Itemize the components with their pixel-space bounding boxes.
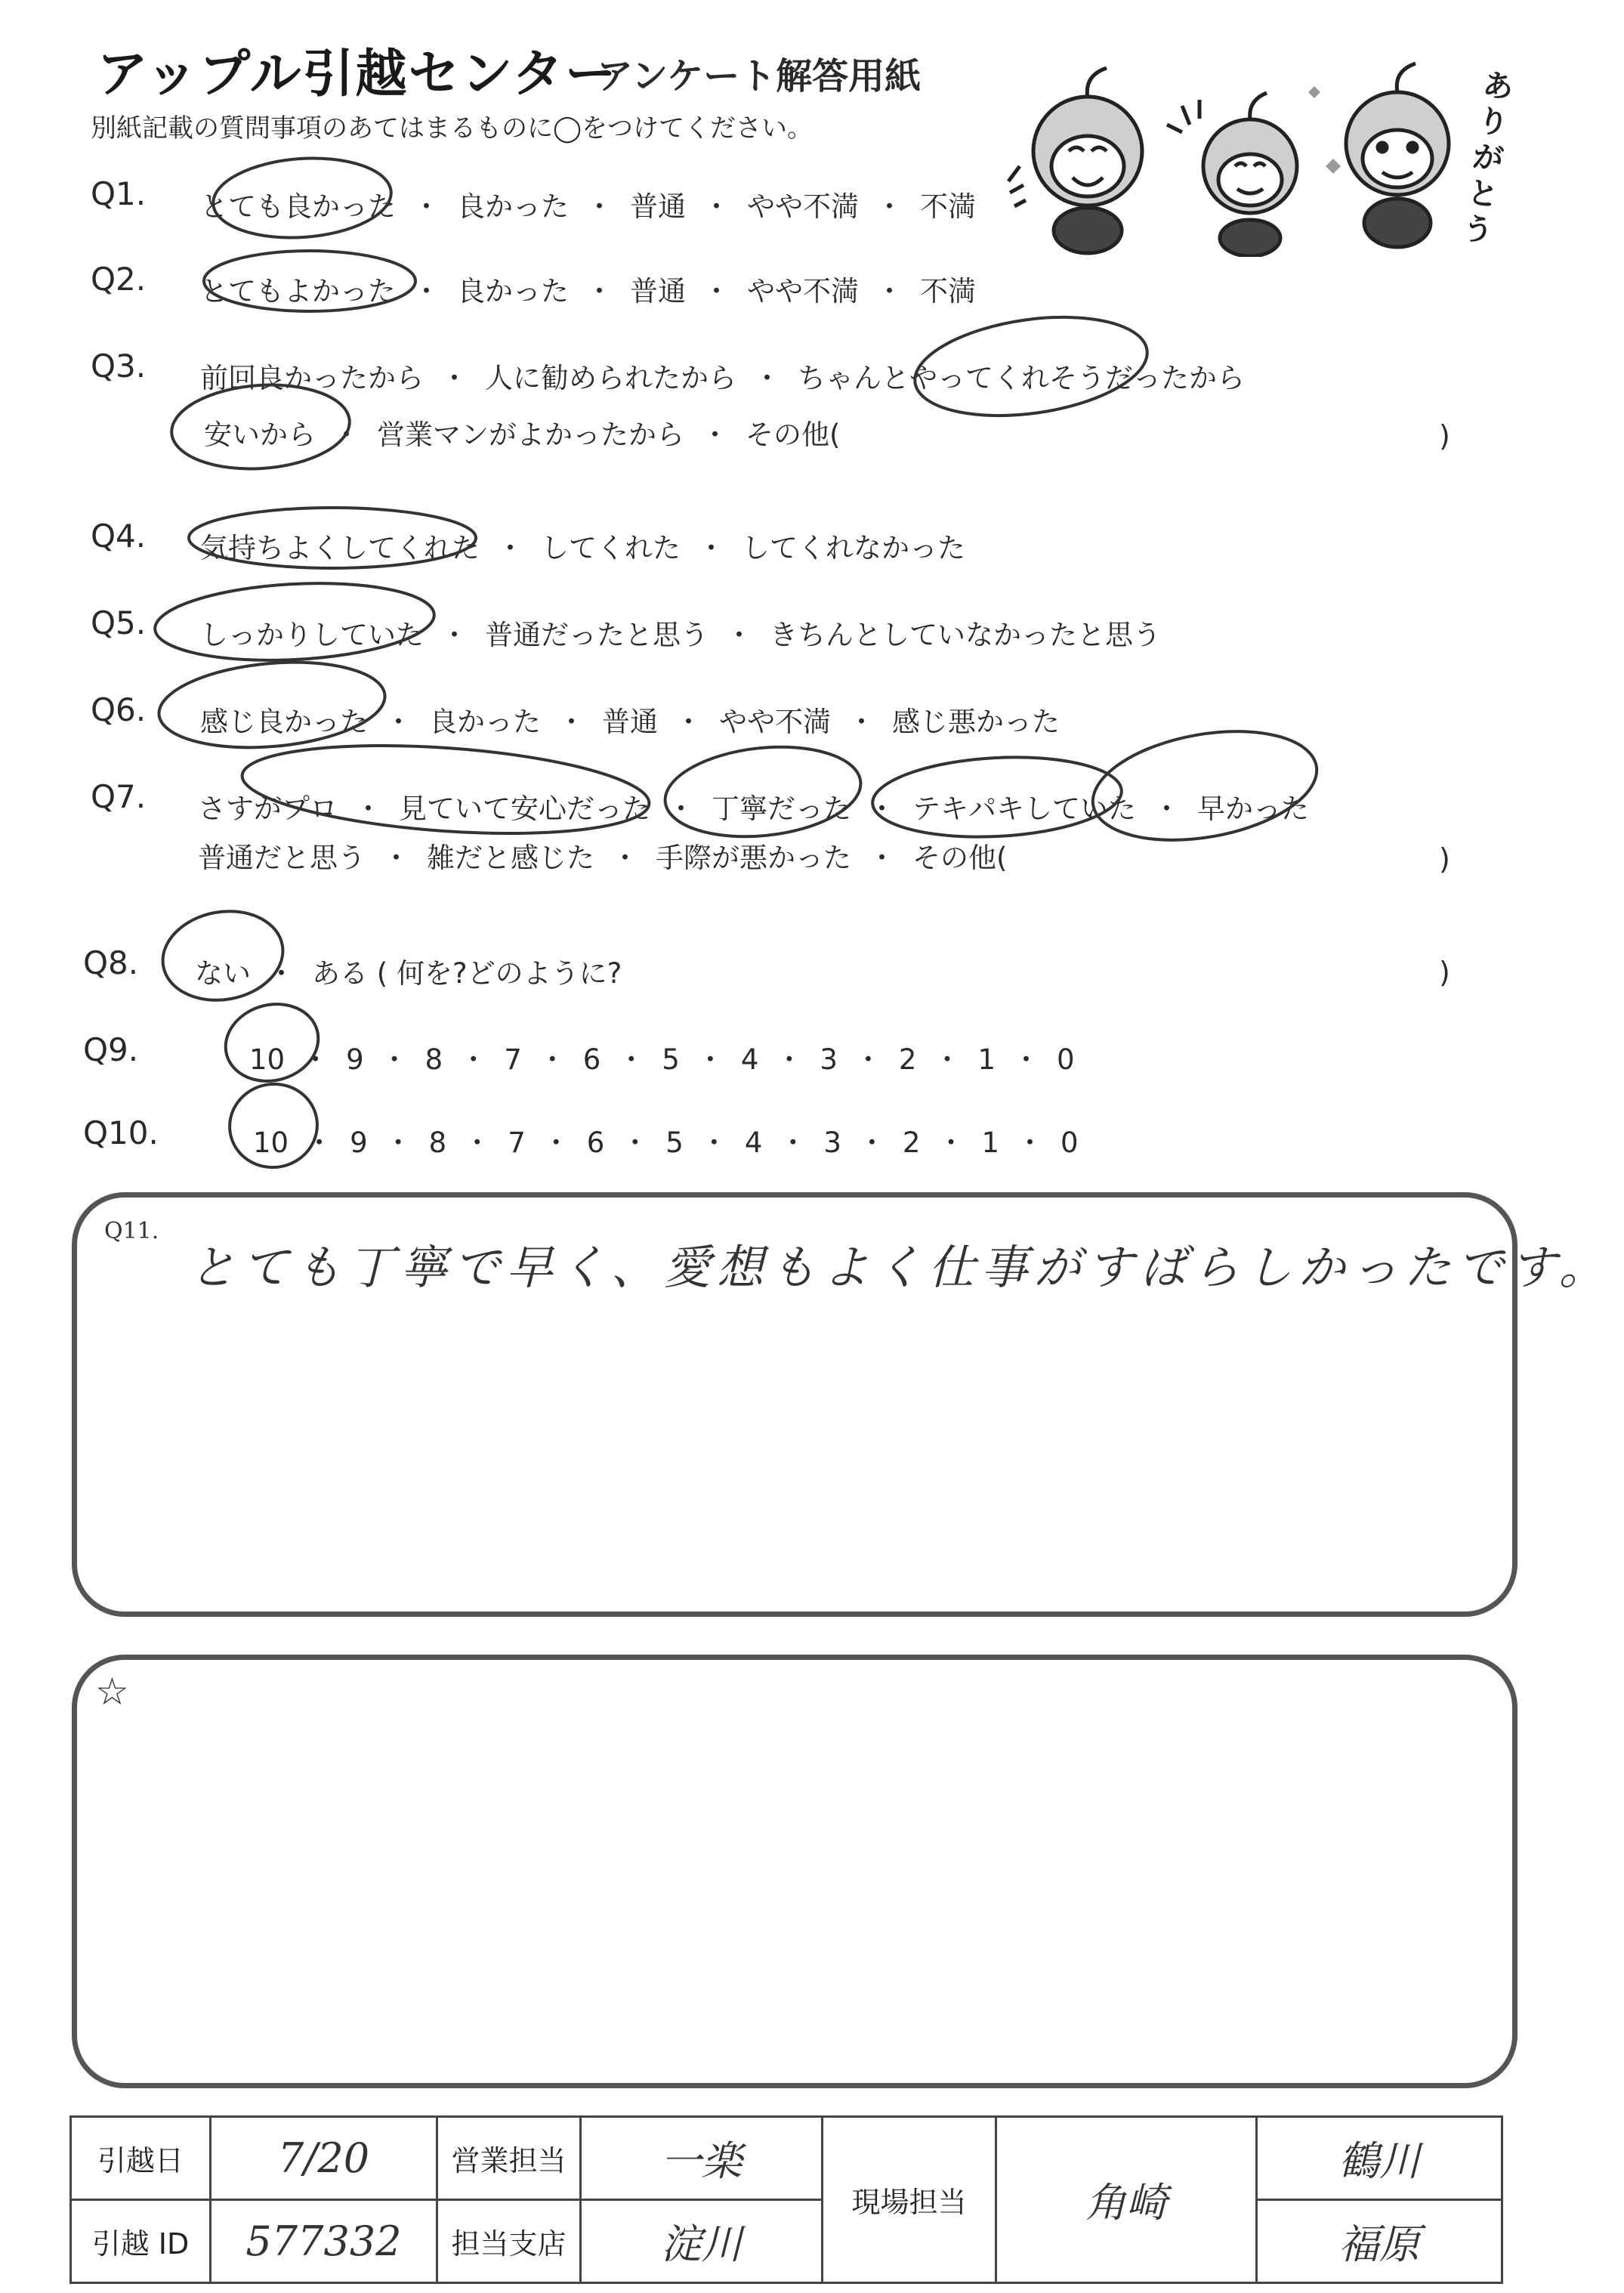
sales-label: 営業担当 — [437, 2117, 581, 2200]
branch-label: 担当支店 — [437, 2200, 581, 2283]
q5-option-2[interactable]: 普通だったと思う — [485, 619, 709, 651]
move-date-value[interactable]: 7/20 — [211, 2117, 437, 2200]
q3-option-5[interactable]: 営業マンがよかったから — [377, 419, 684, 451]
q7-option-1[interactable]: さすがプロ — [198, 793, 338, 825]
q8-label: Q8. — [83, 944, 139, 981]
q10-score-2[interactable]: 2 — [902, 1126, 921, 1159]
q3-label: Q3. — [91, 348, 147, 385]
q2-option-5[interactable]: 不満 — [920, 275, 976, 307]
star-icon: ☆ — [95, 1670, 129, 1714]
q7-option-2[interactable]: 見ていて安心だった — [399, 793, 650, 825]
footer-info-table — [69, 2115, 1503, 2284]
q3-option-4[interactable]: 安いから — [204, 419, 316, 451]
q7-option-8[interactable]: 手際が悪かった — [656, 842, 851, 874]
q10-score-7[interactable]: 7 — [508, 1126, 526, 1159]
branch-value[interactable]: 淀川 — [581, 2200, 823, 2283]
q9-score-4[interactable]: 4 — [740, 1043, 759, 1076]
site-label: 現場担当 — [823, 2117, 996, 2283]
q3-option-1[interactable]: 前回良かったから — [200, 362, 424, 394]
q9-score-6[interactable]: 6 — [582, 1043, 601, 1076]
q6-option-5[interactable]: 感じ悪かった — [892, 706, 1060, 738]
q1-option-2[interactable]: 良かった — [457, 190, 569, 223]
q6-circle — [156, 654, 388, 756]
q6-option-2[interactable]: 良かった — [429, 706, 541, 738]
q7-options-line1: さすがプロ ・ 見ていて安心だった ・ 丁寧だった ・ テキパキしていた ・ 早かった — [198, 793, 1309, 825]
q11-label: Q11. — [104, 1218, 159, 1244]
q3-options-line1: 前回良かったから ・ 人に勧められたから ・ ちゃんとやってくれそうだったから — [200, 362, 1245, 394]
q4-option-3[interactable]: してくれなかった — [742, 532, 965, 564]
q5-option-3[interactable]: きちんとしていなかったと思う — [770, 619, 1161, 651]
move-id-value[interactable]: 577332 — [211, 2200, 437, 2283]
q3-option-6[interactable]: その他( — [746, 419, 841, 451]
q9-score-0[interactable]: 0 — [1057, 1043, 1075, 1076]
q1-label: Q1. — [91, 175, 147, 212]
q9-circle — [217, 994, 327, 1092]
q8-options: ない ・ ある ( 何を?どのように? — [195, 957, 622, 990]
q8-option-detail: ( 何を?どのように? — [376, 957, 622, 990]
q1-option-1[interactable]: とても良かった — [200, 190, 396, 223]
site-value[interactable]: 角崎 — [996, 2117, 1257, 2283]
q3-circle-1 — [909, 304, 1153, 429]
q3-option-3[interactable]: ちゃんとやってくれそうだったから — [798, 362, 1245, 394]
q9-score-1[interactable]: 1 — [977, 1043, 996, 1076]
q2-option-4[interactable]: やや不満 — [747, 275, 859, 307]
q9-score-7[interactable]: 7 — [504, 1043, 522, 1076]
sales-value[interactable]: 一楽 — [581, 2117, 823, 2200]
site-value-2[interactable]: 鶴川 — [1257, 2117, 1502, 2200]
q2-option-3[interactable]: 普通 — [630, 275, 686, 307]
q7-option-5[interactable]: 早かった — [1197, 793, 1309, 825]
q3-circle-2 — [168, 379, 352, 474]
star-comment-box[interactable] — [72, 1655, 1517, 2088]
q5-options: しっかりしていた ・ 普通だったと思う ・ きちんとしていなかったと思う — [200, 619, 1161, 651]
q4-options: 気持ちよくしてくれた ・ してくれた ・ してくれなかった — [200, 532, 965, 564]
q9-score-9[interactable]: 9 — [346, 1043, 364, 1076]
q7-option-3[interactable]: 丁寧だった — [712, 793, 851, 825]
q6-option-3[interactable]: 普通 — [602, 706, 658, 738]
arigatou-text: ありがとう — [1460, 67, 1516, 250]
q7-close-paren: ) — [1439, 842, 1450, 876]
q4-option-2[interactable]: してくれた — [541, 532, 681, 564]
q1-option-3[interactable]: 普通 — [630, 190, 686, 223]
q7-circle-1 — [239, 734, 652, 845]
q8-close-paren: ) — [1439, 956, 1450, 989]
q9-score-10[interactable]: 10 — [249, 1043, 286, 1076]
q9-score-2[interactable]: 2 — [898, 1043, 917, 1076]
q2-options: とてもよかった ・ 良かった ・ 普通 ・ やや不満 ・ 不満 — [200, 275, 976, 307]
q10-score-0[interactable]: 0 — [1061, 1126, 1079, 1159]
q3-close-paren: ) — [1439, 419, 1450, 453]
q4-circle — [189, 508, 476, 568]
q1-option-5[interactable]: 不満 — [920, 190, 976, 223]
q1-option-4[interactable]: やや不満 — [747, 190, 859, 223]
site-value-3[interactable]: 福原 — [1257, 2200, 1502, 2283]
q10-score-6[interactable]: 6 — [586, 1126, 605, 1159]
q10-score-10[interactable]: 10 — [253, 1126, 289, 1159]
q10-score-1[interactable]: 1 — [981, 1126, 1000, 1159]
q5-circle — [153, 576, 437, 666]
q1-circle — [211, 153, 394, 243]
q10-score-9[interactable]: 9 — [350, 1126, 368, 1159]
q10-label: Q10. — [83, 1114, 159, 1151]
q11-handwritten-answer: とても丁寧で早く、愛想もよく仕事がすばらしかったです。 — [189, 1240, 1612, 1295]
q9-score-8[interactable]: 8 — [425, 1043, 443, 1076]
q4-label: Q4. — [91, 518, 147, 555]
move-id-label: 引越 ID — [71, 2200, 211, 2283]
q2-label: Q2. — [91, 261, 147, 298]
q7-option-4[interactable]: テキパキしていた — [912, 793, 1136, 825]
q3-options-line2: 安いから ・ 営業マンがよかったから ・ その他( — [204, 419, 841, 451]
q2-option-2[interactable]: 良かった — [457, 275, 569, 307]
form-subtitle: アンケート解答用紙 — [597, 55, 922, 97]
q2-option-1[interactable]: とてもよかった — [200, 275, 396, 307]
q8-option-some[interactable]: ある — [312, 957, 368, 990]
q4-option-1[interactable]: 気持ちよくしてくれた — [200, 532, 480, 564]
q10-scale: 10 ・ 9 ・ 8 ・ 7 ・ 6 ・ 5 ・ 4 ・ 3 ・ 2 ・ 1 ・ 0 — [253, 1126, 1079, 1159]
q7-option-7[interactable]: 雑だと感じた — [427, 842, 594, 874]
form-title: アップル引越センター — [97, 45, 618, 104]
q10-score-4[interactable]: 4 — [744, 1126, 763, 1159]
q10-circle — [223, 1077, 323, 1174]
q6-label: Q6. — [91, 691, 147, 728]
q9-scale: 10 ・ 9 ・ 8 ・ 7 ・ 6 ・ 5 ・ 4 ・ 3 ・ 2 ・ 1 ・ 0 — [249, 1043, 1075, 1076]
q7-option-6[interactable]: 普通だと思う — [198, 842, 366, 874]
q8-circle — [156, 902, 290, 1009]
q10-score-3[interactable]: 3 — [823, 1126, 841, 1159]
q6-option-4[interactable]: やや不満 — [719, 706, 831, 738]
q10-score-5[interactable]: 5 — [665, 1126, 684, 1159]
q7-label: Q7. — [91, 778, 147, 815]
q10-score-8[interactable]: 8 — [428, 1126, 447, 1159]
q9-label: Q9. — [83, 1031, 139, 1068]
q7-option-9[interactable]: その他( — [912, 842, 1008, 874]
q5-label: Q5. — [91, 604, 147, 641]
q8-option-none[interactable]: ない — [195, 957, 251, 990]
instruction-text: 別紙記載の質問事項のあてはまるものに◯をつけてください。 — [91, 113, 814, 144]
q7-options-line2: 普通だと思う ・ 雑だと感じた ・ 手際が悪かった ・ その他( — [198, 842, 1008, 874]
q6-options: 感じ良かった ・ 良かった ・ 普通 ・ やや不満 ・ 感じ悪かった — [200, 706, 1060, 738]
q7-circle-2 — [661, 738, 866, 846]
q7-circle-3 — [871, 751, 1124, 842]
move-date-label: 引越日 — [71, 2117, 211, 2200]
q9-score-3[interactable]: 3 — [820, 1043, 838, 1076]
q2-circle — [204, 251, 415, 311]
q6-option-1[interactable]: 感じ良かった — [200, 706, 368, 738]
q3-option-2[interactable]: 人に勧められたから — [485, 362, 736, 394]
q5-option-1[interactable]: しっかりしていた — [200, 619, 424, 651]
q9-score-5[interactable]: 5 — [662, 1043, 680, 1076]
q1-options: とても良かった ・ 良かった ・ 普通 ・ やや不満 ・ 不満 — [200, 190, 976, 223]
